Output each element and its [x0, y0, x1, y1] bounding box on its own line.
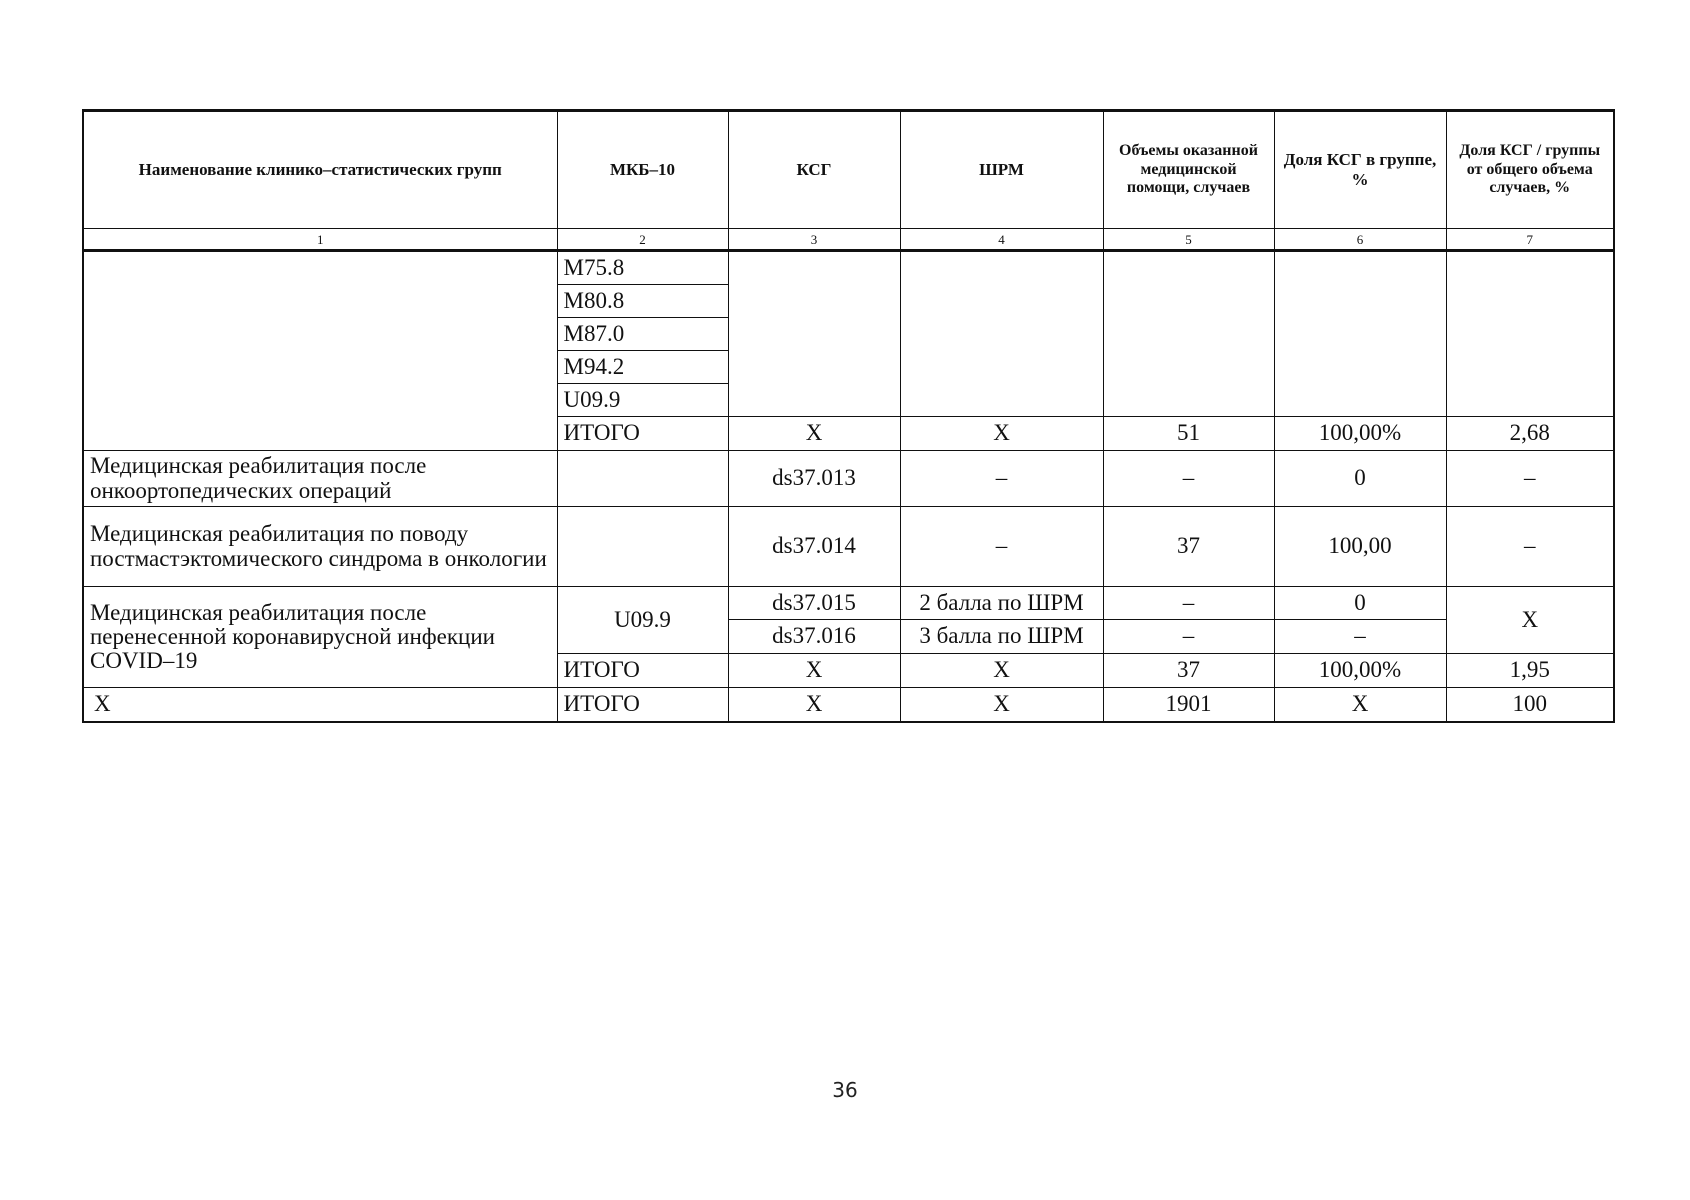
volume-value: – [1103, 451, 1274, 507]
column-number: 2 [557, 229, 728, 251]
table-row [83, 507, 1614, 587]
total-shrm: Х [900, 654, 1103, 688]
share-total: – [1446, 451, 1614, 507]
total-shrm: Х [900, 417, 1103, 451]
ksg-table [82, 109, 1615, 723]
column-number: 4 [900, 229, 1103, 251]
header-mkb: МКБ–10 [557, 111, 728, 229]
ksg-code: ds37.015 [728, 587, 900, 620]
empty-cell [1103, 251, 1274, 417]
group-name: Медицинская реабилитация по поводу постмастэктомического синдрома в онкологии [83, 507, 557, 587]
volume-value: – [1103, 620, 1274, 654]
empty-cell [728, 251, 900, 417]
header-share-in-group: Доля КСГ в группе, % [1274, 111, 1446, 229]
ksg-code: ds37.016 [728, 620, 900, 654]
column-number: 7 [1446, 229, 1614, 251]
total-share-total: 1,95 [1446, 654, 1614, 688]
table-row [83, 451, 1614, 507]
table-row [83, 587, 1614, 620]
grand-total-row [83, 688, 1614, 723]
table-row [83, 251, 1614, 285]
grand-total-share-in-group: Х [1274, 688, 1446, 723]
share-in-group: – [1274, 620, 1446, 654]
column-number-row [83, 229, 1614, 251]
total-volume: 37 [1103, 654, 1274, 688]
ksg-code: ds37.013 [728, 451, 900, 507]
volume-value: – [1103, 587, 1274, 620]
grand-total-label: ИТОГО [557, 688, 728, 723]
mkb-code: U09.9 [557, 384, 728, 417]
share-in-group: 0 [1274, 451, 1446, 507]
total-share-in-group: 100,00% [1274, 654, 1446, 688]
continuation-name-cell [83, 251, 557, 451]
column-number: 3 [728, 229, 900, 251]
mkb-code [557, 451, 728, 507]
group-name: Медицинская реабилитация после онкоортопедических операций [83, 451, 557, 507]
share-total: Х [1446, 587, 1614, 654]
total-share-in-group: 100,00% [1274, 417, 1446, 451]
header-row [83, 111, 1614, 229]
shrm-value: 2 балла по ШРМ [900, 587, 1103, 620]
mkb-code: U09.9 [557, 587, 728, 654]
header-ksg: КСГ [728, 111, 900, 229]
empty-cell [1274, 251, 1446, 417]
mkb-code: M80.8 [557, 285, 728, 318]
grand-total-ksg: Х [728, 688, 900, 723]
volume-value: 37 [1103, 507, 1274, 587]
shrm-value: – [900, 451, 1103, 507]
total-ksg: Х [728, 417, 900, 451]
grand-total-volume: 1901 [1103, 688, 1274, 723]
column-number: 5 [1103, 229, 1274, 251]
total-label: ИТОГО [557, 417, 728, 451]
mkb-code: M94.2 [557, 351, 728, 384]
shrm-value: – [900, 507, 1103, 587]
column-number: 6 [1274, 229, 1446, 251]
ksg-code: ds37.014 [728, 507, 900, 587]
page-number: 36 [832, 1078, 858, 1102]
share-in-group: 0 [1274, 587, 1446, 620]
header-group-name: Наименование клинико–статистических групп [83, 111, 557, 229]
mkb-code [557, 507, 728, 587]
header-shrm: ШРМ [900, 111, 1103, 229]
total-volume: 51 [1103, 417, 1274, 451]
mkb-code: M87.0 [557, 318, 728, 351]
share-in-group: 100,00 [1274, 507, 1446, 587]
total-label: ИТОГО [557, 654, 728, 688]
total-share-total: 2,68 [1446, 417, 1614, 451]
group-name: Медицинская реабилитация после перенесенной коронавирусной инфекции COVID–19 [83, 587, 557, 688]
grand-total-shrm: Х [900, 688, 1103, 723]
total-ksg: Х [728, 654, 900, 688]
mkb-code: M75.8 [557, 251, 728, 285]
empty-cell [1446, 251, 1614, 417]
empty-cell [900, 251, 1103, 417]
header-share-total: Доля КСГ / группы от общего объема случаев, % [1446, 111, 1614, 229]
header-volume: Объемы оказанной медицинской помощи, случаев [1103, 111, 1274, 229]
shrm-value: 3 балла по ШРМ [900, 620, 1103, 654]
grand-total-share-total: 100 [1446, 688, 1614, 723]
grand-total-name: Х [83, 688, 557, 723]
share-total: – [1446, 507, 1614, 587]
column-number: 1 [83, 229, 557, 251]
